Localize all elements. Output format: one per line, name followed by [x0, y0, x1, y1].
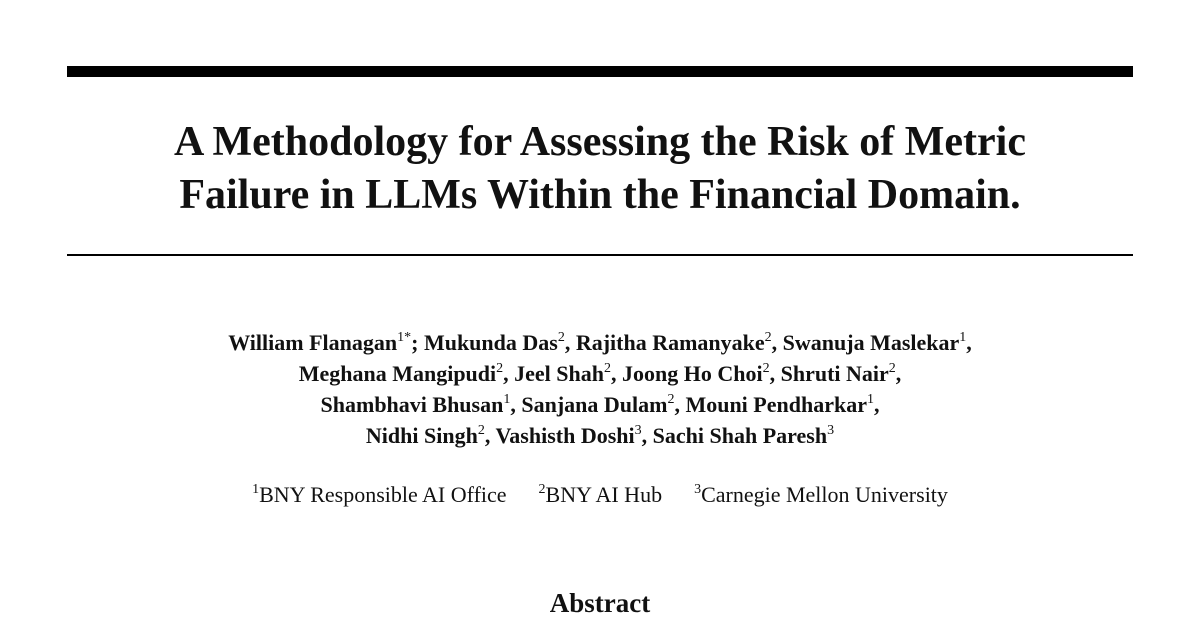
author-affiliation-mark: 1: [503, 392, 511, 407]
author-affiliation-mark: 1: [397, 330, 405, 345]
author: [321, 392, 516, 417]
author-line: [0, 389, 1200, 420]
author-affiliation-mark: 1: [959, 330, 967, 345]
author: [424, 330, 570, 355]
author-separator: ,: [503, 361, 509, 386]
author: [783, 330, 972, 355]
author-separator: ,: [771, 330, 778, 355]
author-name: Jeel Shah: [514, 361, 604, 386]
author-name: Vashisth Doshi: [495, 423, 635, 448]
author-separator: ,: [674, 392, 680, 417]
author-line: [0, 420, 1200, 451]
affiliation-name: BNY AI Hub: [545, 482, 663, 507]
author-affiliation-mark: 2: [667, 392, 675, 407]
title-line-1: A Methodology for Assessing the Risk of Metric: [174, 119, 1026, 165]
top-rule: [67, 66, 1133, 77]
affiliation-name: Carnegie Mellon University: [701, 482, 948, 507]
author-separator: ,: [769, 361, 776, 386]
author: [299, 361, 509, 386]
author-name: Sanjana Dulam: [521, 392, 668, 417]
author-name: Meghana Mangipudi: [298, 361, 497, 386]
affiliation-number: 1: [252, 482, 260, 497]
abstract-heading: Abstract: [549, 588, 651, 618]
author-separator: ,: [484, 423, 491, 448]
author-separator: ,: [510, 392, 516, 417]
author: [521, 392, 680, 417]
author-affiliation-mark: 2: [557, 330, 565, 345]
author-name: Mukunda Das: [423, 330, 558, 355]
author-affiliation-mark: 2: [496, 361, 504, 376]
affiliation: [694, 480, 948, 510]
author: [514, 361, 616, 386]
affiliation-number: 3: [694, 482, 702, 497]
author-name: William Flanagan: [228, 330, 398, 355]
author-affiliation-mark: 2: [888, 361, 896, 376]
author-separator: ,: [895, 361, 902, 386]
author-affiliation-mark: 1: [866, 392, 874, 407]
author-name: Sachi Shah Paresh: [652, 423, 828, 448]
affiliation-number: 2: [538, 482, 546, 497]
affiliation-list: [0, 480, 1200, 510]
title-line-2: Failure in LLMs Within the Financial Domain.: [179, 172, 1021, 218]
affiliation: [539, 480, 663, 510]
author: [781, 361, 902, 386]
title-bottom-rule: [67, 254, 1133, 256]
author-affiliation-mark: 2: [604, 361, 611, 376]
author: [685, 392, 879, 417]
author: [622, 361, 775, 386]
author-line: [0, 327, 1200, 358]
author-name: Swanuja Maslekar: [782, 330, 960, 355]
author-name: Nidhi Singh: [365, 423, 478, 448]
author-affiliation-mark: 2: [764, 330, 772, 345]
author-separator: ,: [966, 330, 972, 355]
author-name: Joong Ho Choi: [622, 361, 763, 386]
author-name: Mouni Pendharkar: [685, 392, 867, 417]
author: [576, 330, 777, 355]
author-name: Shruti Nair: [780, 361, 889, 386]
author: William Flanagan$^{1*}$;: [228, 330, 419, 355]
author: [495, 423, 647, 448]
affiliation: [252, 480, 506, 510]
corresponding-author-mark: *: [404, 330, 412, 345]
author-affiliation-mark: 2: [762, 361, 770, 376]
author: [366, 423, 490, 448]
author-affiliation-mark: 3: [634, 423, 642, 438]
author-list: [0, 327, 1200, 451]
author-separator: ,: [564, 330, 571, 355]
author-separator: ,: [873, 392, 880, 417]
author-affiliation-mark: 2: [477, 423, 485, 438]
author-name: Shambhavi Bhusan: [320, 392, 504, 417]
author-affiliation-mark: 3: [827, 423, 835, 438]
affiliation-name: BNY Responsible AI Office: [259, 482, 507, 507]
author-separator: ,: [641, 423, 648, 448]
author-line: [0, 358, 1200, 389]
author-separator: ,: [611, 361, 617, 386]
paper-title: [0, 116, 1200, 222]
author: [653, 423, 834, 448]
author-name: Rajitha Ramanyake: [575, 330, 765, 355]
